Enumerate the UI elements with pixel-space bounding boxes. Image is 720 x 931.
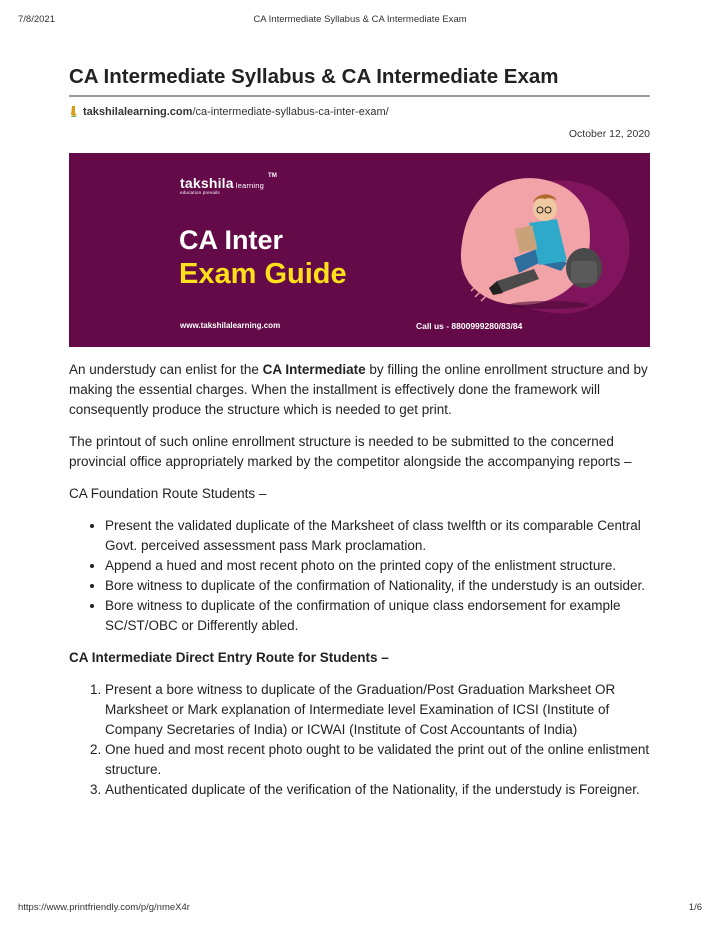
intro-bold-term: CA Intermediate	[262, 362, 366, 377]
article	[69, 62, 650, 812]
list-item: • Append a hued and most recent photo on the printed copy of the enlistment structure.	[105, 556, 650, 576]
logo-tagline: education prevails	[180, 190, 220, 195]
list-item: • Present the validated duplicate of the Marksheet of class twelfth or its comparable Central Govt. perceived assessment pass Mark proclamation.	[105, 516, 650, 556]
list-item: 2. One hued and most recent photo ought to be validated the print out of the online enlistment structure.	[105, 740, 650, 780]
direct-entry-heading: CA Intermediate Direct Entry Route for Students –	[69, 650, 389, 665]
print-date: 7/8/2021	[18, 14, 55, 25]
list-item: • Bore witness to duplicate of the confirmation of Nationality, if the understudy is an outsider.	[105, 576, 650, 596]
banner-image	[69, 153, 650, 347]
list-item: • Bore witness to duplicate of the confirmation of unique class endorsement for example SC/ST/OBC or Differently abled.	[105, 596, 650, 636]
intro-text-after: by filling the online enrollment structure and by making the essential charges. When the installment is effectively done the framework will consequently produce the structure which is needed to get print.	[69, 362, 648, 417]
list-item: 1. Present a bore witness to duplicate of the Graduation/Post Graduation Marksheet OR Marksheet or Mark explanation of Intermediate level Examination of ICSI (Institute of Company Secretaries of India) or ICWAI (Institute of Cost Accountants of India)	[105, 680, 650, 740]
article-body	[69, 360, 650, 800]
page-number: 1/6	[688, 902, 702, 913]
foundation-list	[69, 516, 650, 636]
print-url: https://www.printfriendly.com/p/g/nmeX4r	[18, 902, 190, 913]
intro-text-before: An understudy can enlist for the	[69, 362, 263, 377]
article-title: CA Intermediate Syllabus & CA Intermediate Exam	[69, 62, 650, 97]
source-line	[69, 105, 650, 119]
post-date: October 12, 2020	[568, 128, 650, 140]
source-domain: takshilalearning.com	[83, 106, 193, 118]
banner-heading-line1: CA Inter	[179, 225, 284, 255]
direct-entry-list	[69, 680, 650, 800]
paragraph-printout: The printout of such online enrollment structure is needed to be submitted to the concerned provincial office appropriately marked by the competitor alongside the accompanying reports –	[69, 434, 632, 469]
foundation-heading: CA Foundation Route Students –	[69, 486, 267, 501]
logo-tm: TM	[268, 173, 278, 179]
banner-website: www.takshilalearning.com	[180, 321, 281, 330]
print-title: CA Intermediate Syllabus & CA Intermediate Exam	[253, 14, 467, 25]
list-item: 3. Authenticated duplicate of the verification of the Nationality, if the understudy is Foreigner.	[105, 780, 650, 800]
logo-text: takshila	[180, 175, 234, 191]
pen-icon	[69, 105, 79, 117]
source-link[interactable]	[83, 106, 389, 118]
takshila-logo	[180, 173, 278, 195]
student-reading-illustration	[389, 153, 650, 347]
paragraph-intro	[69, 360, 650, 420]
logo-sub: learning	[235, 181, 265, 190]
source-path: /ca-intermediate-syllabus-ca-inter-exam/	[192, 106, 389, 118]
banner-phone: Call us - 8800999280/83/84	[416, 321, 523, 331]
banner-heading-line2: Exam Guide	[179, 258, 347, 290]
